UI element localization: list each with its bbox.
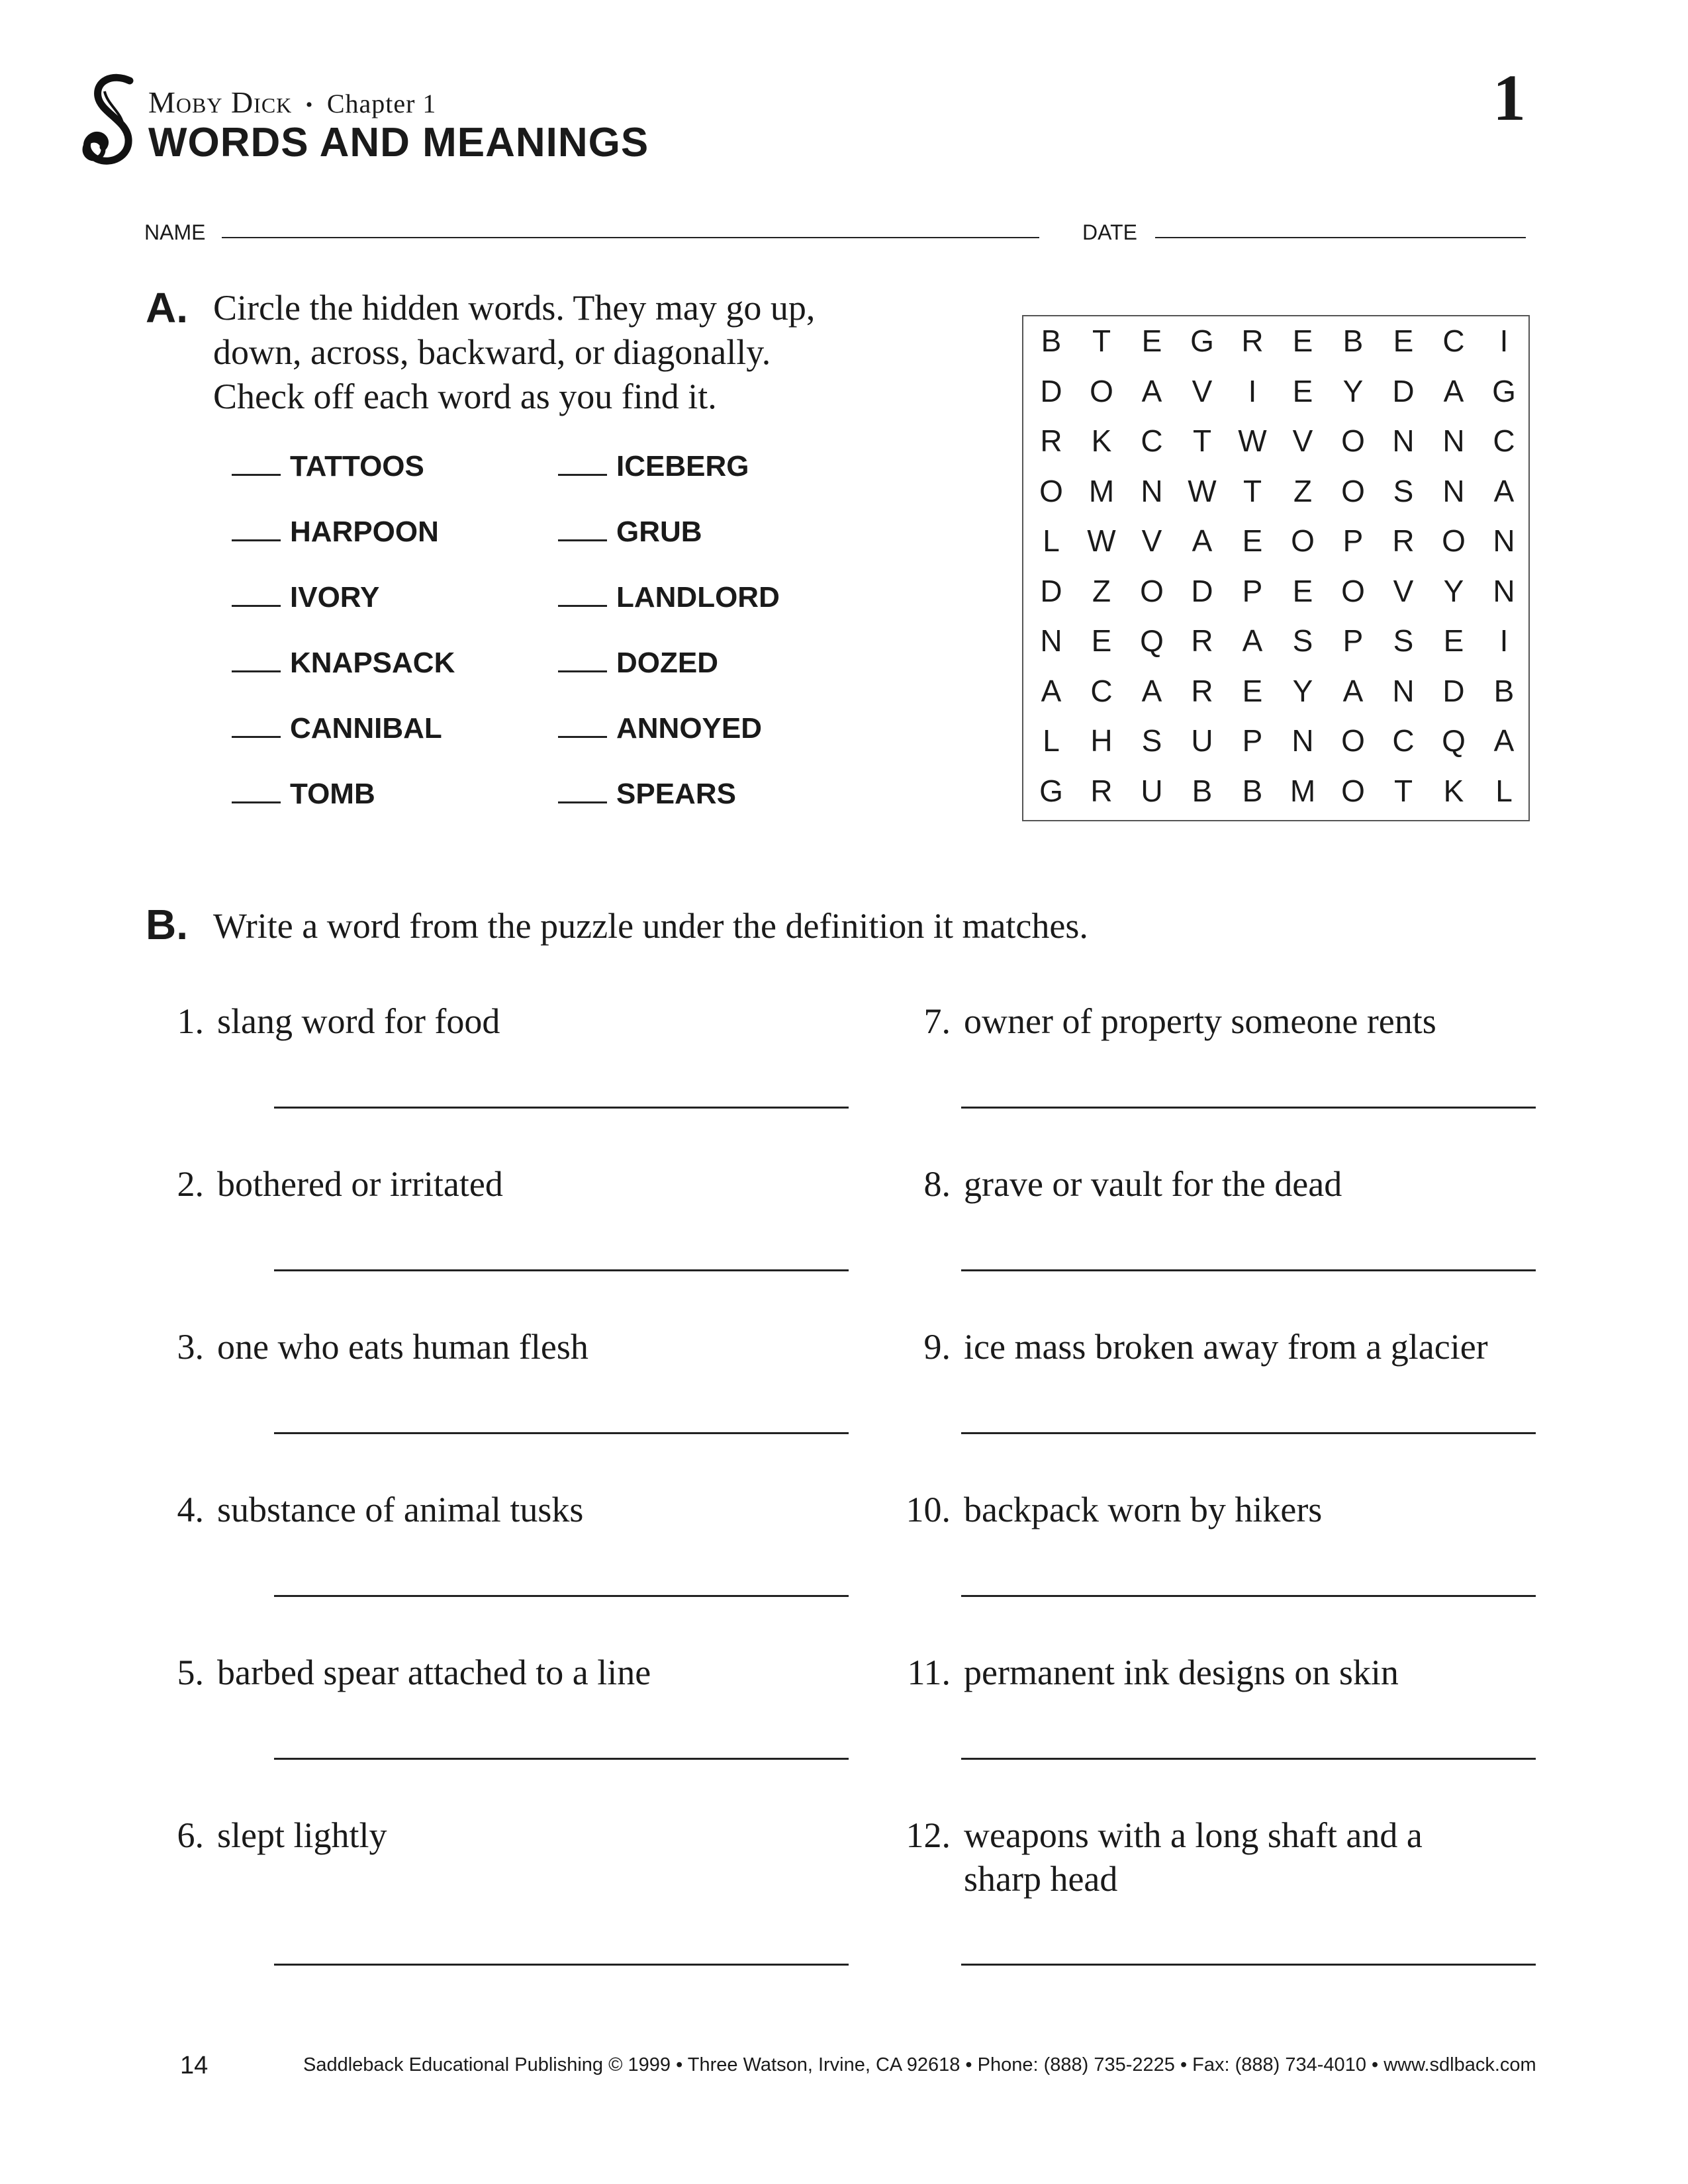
puzzle-letter[interactable]: P: [1342, 623, 1364, 658]
puzzle-letter[interactable]: D: [1040, 573, 1062, 608]
puzzle-letter[interactable]: V: [1393, 573, 1414, 608]
puzzle-letter[interactable]: D: [1191, 573, 1213, 608]
puzzle-letter[interactable]: O: [1291, 523, 1315, 558]
puzzle-letter[interactable]: E: [1141, 324, 1162, 358]
puzzle-letter[interactable]: I: [1248, 373, 1257, 408]
puzzle-letter[interactable]: N: [1392, 424, 1415, 458]
check-blank[interactable]: [232, 801, 281, 803]
puzzle-letter[interactable]: T: [1393, 773, 1413, 808]
puzzle-letter[interactable]: G: [1190, 324, 1214, 358]
puzzle-letter[interactable]: W: [1188, 473, 1217, 508]
puzzle-letter[interactable]: N: [1040, 623, 1062, 658]
chapter-label: Chapter 1: [326, 89, 437, 118]
check-blank[interactable]: [558, 539, 607, 541]
series-logo-icon: [78, 71, 152, 171]
puzzle-letter[interactable]: R: [1191, 673, 1213, 708]
answer-line[interactable]: [274, 1758, 849, 1760]
puzzle-letter[interactable]: P: [1242, 573, 1263, 608]
puzzle-letter[interactable]: P: [1242, 723, 1263, 758]
word-check-item[interactable]: [232, 647, 455, 680]
definition-number: 9.: [923, 1327, 951, 1367]
answer-line[interactable]: [274, 1595, 849, 1597]
title-separator: •: [305, 94, 314, 116]
puzzle-letter[interactable]: O: [1341, 723, 1365, 758]
check-blank[interactable]: [232, 539, 281, 541]
check-blank[interactable]: [558, 474, 607, 476]
puzzle-letter[interactable]: H: [1090, 723, 1113, 758]
name-label: NAME: [144, 220, 206, 244]
definition-number: 4.: [177, 1490, 204, 1529]
puzzle-letter[interactable]: Q: [1140, 623, 1164, 658]
puzzle-letter[interactable]: A: [1493, 723, 1515, 758]
sheet-number: 1: [1493, 61, 1526, 134]
puzzle-letter[interactable]: A: [1192, 523, 1213, 558]
puzzle-letter[interactable]: O: [1341, 473, 1365, 508]
puzzle-letter[interactable]: E: [1242, 523, 1263, 558]
definition-number: 3.: [177, 1327, 204, 1367]
definition-text-continued: sharp head: [964, 1859, 1118, 1899]
word-check-item[interactable]: [558, 450, 749, 483]
definition-text: slang word for food: [217, 1001, 500, 1041]
date-field[interactable]: [1155, 237, 1526, 238]
puzzle-row: [1023, 468, 1528, 518]
puzzle-letter[interactable]: A: [1342, 673, 1364, 708]
word-label: GRUB: [616, 516, 702, 548]
puzzle-letter[interactable]: A: [1041, 673, 1062, 708]
puzzle-letter[interactable]: S: [1141, 723, 1162, 758]
puzzle-row: [1023, 668, 1528, 717]
word-label: DOZED: [616, 647, 718, 679]
answer-line[interactable]: [274, 1269, 849, 1271]
puzzle-letter[interactable]: E: [1292, 573, 1313, 608]
definition-text: backpack worn by hikers: [964, 1490, 1323, 1529]
puzzle-letter[interactable]: L: [1495, 773, 1513, 808]
sheet-title: WORDS AND MEANINGS: [148, 120, 649, 165]
puzzle-letter[interactable]: S: [1393, 473, 1414, 508]
section-a-instructions: [213, 286, 941, 419]
puzzle-letter[interactable]: V: [1192, 373, 1213, 408]
book-name: Moby Dick: [148, 85, 293, 119]
check-blank[interactable]: [232, 605, 281, 607]
puzzle-letter[interactable]: C: [1493, 424, 1515, 458]
definition-text: one who eats human flesh: [217, 1327, 588, 1367]
puzzle-letter[interactable]: N: [1291, 723, 1314, 758]
book-title: [148, 85, 436, 120]
definition-text: slept lightly: [217, 1815, 387, 1855]
puzzle-letter[interactable]: I: [1499, 623, 1509, 658]
page-number: 14: [180, 2052, 209, 2079]
answer-line[interactable]: [274, 1432, 849, 1434]
answer-line[interactable]: [961, 1432, 1536, 1434]
date-label: DATE: [1082, 220, 1137, 244]
puzzle-letter[interactable]: D: [1392, 373, 1415, 408]
definition-text: substance of animal tusks: [217, 1490, 584, 1529]
definition-number: 2.: [177, 1164, 204, 1204]
definition-number: 1.: [177, 1001, 204, 1041]
word-label: KNAPSACK: [290, 647, 455, 679]
puzzle-letter[interactable]: K: [1091, 424, 1112, 458]
word-search-grid[interactable]: [1022, 315, 1530, 821]
puzzle-letter[interactable]: T: [1243, 473, 1262, 508]
puzzle-letter[interactable]: K: [1443, 773, 1464, 808]
section-b-letter: B.: [146, 901, 188, 948]
puzzle-letter[interactable]: E: [1091, 623, 1112, 658]
puzzle-letter[interactable]: P: [1342, 523, 1364, 558]
check-blank[interactable]: [558, 605, 607, 607]
answer-line[interactable]: [961, 1107, 1536, 1109]
answer-line[interactable]: [961, 1269, 1536, 1271]
puzzle-row: [1023, 617, 1528, 667]
section-b-instructions: Write a word from the puzzle under the definition it matches.: [213, 906, 1088, 946]
puzzle-letter[interactable]: R: [1241, 324, 1264, 358]
definition-number: 12.: [906, 1815, 951, 1855]
word-label: TATTOOS: [290, 450, 424, 482]
puzzle-letter[interactable]: U: [1191, 723, 1213, 758]
definition-number: 8.: [923, 1164, 951, 1204]
answer-line[interactable]: [961, 1758, 1536, 1760]
puzzle-letter[interactable]: C: [1141, 424, 1163, 458]
word-label: HARPOON: [290, 516, 439, 548]
puzzle-letter[interactable]: R: [1090, 773, 1113, 808]
puzzle-letter[interactable]: I: [1499, 324, 1509, 358]
puzzle-letter[interactable]: U: [1141, 773, 1163, 808]
word-label: ANNOYED: [616, 712, 763, 745]
puzzle-letter[interactable]: N: [1442, 473, 1465, 508]
word-label: IVORY: [290, 581, 380, 614]
puzzle-letter[interactable]: O: [1090, 373, 1113, 408]
word-check-item[interactable]: [558, 647, 718, 680]
puzzle-letter[interactable]: T: [1092, 324, 1111, 358]
word-check-item[interactable]: [232, 712, 442, 745]
word-label: ICEBERG: [616, 450, 749, 482]
puzzle-letter[interactable]: N: [1493, 523, 1515, 558]
answer-line[interactable]: [274, 1964, 849, 1966]
definition-text: barbed spear attached to a line: [217, 1653, 651, 1692]
puzzle-letter[interactable]: A: [1141, 673, 1162, 708]
answer-line[interactable]: [961, 1964, 1536, 1966]
puzzle-letter[interactable]: O: [1341, 424, 1365, 458]
puzzle-letter[interactable]: B: [1242, 773, 1263, 808]
section-a-letter: A.: [146, 284, 188, 332]
puzzle-letter[interactable]: S: [1393, 623, 1414, 658]
puzzle-letter[interactable]: N: [1392, 673, 1415, 708]
puzzle-letter[interactable]: O: [1442, 523, 1466, 558]
puzzle-row: [1023, 568, 1528, 617]
puzzle-row: [1023, 717, 1528, 767]
puzzle-letter[interactable]: E: [1292, 373, 1313, 408]
puzzle-letter[interactable]: O: [1341, 573, 1365, 608]
word-check-item[interactable]: [558, 516, 702, 549]
word-check-item[interactable]: [558, 712, 762, 745]
puzzle-letter[interactable]: G: [1492, 373, 1516, 408]
puzzle-letter[interactable]: A: [1141, 373, 1162, 408]
puzzle-letter[interactable]: M: [1088, 473, 1115, 508]
definition-number: 10.: [906, 1490, 951, 1529]
puzzle-letter[interactable]: A: [1443, 373, 1464, 408]
puzzle-letter[interactable]: C: [1392, 723, 1415, 758]
word-label: LANDLORD: [616, 581, 780, 614]
puzzle-letter[interactable]: Y: [1443, 573, 1464, 608]
check-blank[interactable]: [232, 736, 281, 738]
puzzle-letter[interactable]: E: [1292, 324, 1313, 358]
name-field[interactable]: [222, 237, 1039, 238]
definition-text: owner of property someone rents: [964, 1001, 1436, 1041]
check-blank[interactable]: [558, 736, 607, 738]
puzzle-letter[interactable]: B: [1041, 324, 1062, 358]
instruction-line: Circle the hidden words. They may go up,: [213, 288, 816, 328]
puzzle-letter[interactable]: A: [1242, 623, 1263, 658]
definition-text: permanent ink designs on skin: [964, 1653, 1399, 1692]
definition-text: weapons with a long shaft and a: [964, 1815, 1423, 1855]
puzzle-letter[interactable]: D: [1040, 373, 1062, 408]
puzzle-letter[interactable]: Y: [1292, 673, 1313, 708]
word-label: SPEARS: [616, 778, 736, 810]
puzzle-letter[interactable]: B: [1342, 324, 1364, 358]
definition-number: 6.: [177, 1815, 204, 1855]
puzzle-letter[interactable]: Q: [1442, 723, 1466, 758]
puzzle-letter[interactable]: B: [1192, 773, 1213, 808]
definition-number: 5.: [177, 1653, 204, 1692]
definition-text: grave or vault for the dead: [964, 1164, 1342, 1204]
puzzle-row: [1023, 768, 1528, 817]
puzzle-letter[interactable]: O: [1140, 573, 1164, 608]
puzzle-letter[interactable]: R: [1392, 523, 1415, 558]
puzzle-letter[interactable]: L: [1043, 523, 1060, 558]
word-label: CANNIBAL: [290, 712, 442, 745]
puzzle-row: [1023, 318, 1528, 367]
puzzle-letter[interactable]: D: [1442, 673, 1465, 708]
puzzle-letter[interactable]: B: [1493, 673, 1515, 708]
check-blank[interactable]: [232, 670, 281, 672]
puzzle-row: [1023, 518, 1528, 567]
instruction-line: down, across, backward, or diagonally.: [213, 332, 771, 372]
puzzle-letter[interactable]: E: [1242, 673, 1263, 708]
puzzle-letter[interactable]: Z: [1092, 573, 1111, 608]
check-blank[interactable]: [558, 670, 607, 672]
word-check-item[interactable]: [232, 581, 379, 614]
puzzle-letter[interactable]: E: [1393, 324, 1414, 358]
puzzle-letter[interactable]: L: [1043, 723, 1060, 758]
puzzle-letter[interactable]: V: [1141, 523, 1162, 558]
check-blank[interactable]: [558, 801, 607, 803]
puzzle-letter[interactable]: O: [1039, 473, 1063, 508]
puzzle-row: [1023, 418, 1528, 467]
puzzle-letter[interactable]: M: [1289, 773, 1316, 808]
puzzle-letter[interactable]: E: [1443, 623, 1464, 658]
definition-number: 11.: [907, 1653, 951, 1692]
puzzle-letter[interactable]: R: [1040, 424, 1062, 458]
puzzle-letter[interactable]: G: [1039, 773, 1063, 808]
puzzle-letter[interactable]: W: [1238, 424, 1267, 458]
answer-line[interactable]: [961, 1595, 1536, 1597]
puzzle-letter[interactable]: Z: [1293, 473, 1313, 508]
word-check-item[interactable]: [232, 778, 375, 811]
word-check-item[interactable]: [558, 581, 780, 614]
check-blank[interactable]: [232, 474, 281, 476]
puzzle-letter[interactable]: N: [1442, 424, 1465, 458]
puzzle-letter[interactable]: A: [1493, 473, 1515, 508]
definition-text: bothered or irritated: [217, 1164, 503, 1204]
puzzle-letter[interactable]: Y: [1342, 373, 1364, 408]
puzzle-letter[interactable]: V: [1292, 424, 1313, 458]
answer-line[interactable]: [274, 1107, 849, 1109]
puzzle-letter[interactable]: S: [1292, 623, 1313, 658]
puzzle-row: [1023, 368, 1528, 418]
word-check-item[interactable]: [558, 778, 736, 811]
word-check-item[interactable]: [232, 516, 439, 549]
puzzle-letter[interactable]: W: [1087, 523, 1116, 558]
publisher-footer: Saddleback Educational Publishing © 1999 • Three Watson, Irvine, CA 92618 • Phone: (888) 735-2225 • Fax: (888) 734-4010 • www.sdlback.com: [303, 2054, 1536, 2075]
puzzle-letter[interactable]: C: [1090, 673, 1113, 708]
puzzle-letter[interactable]: R: [1191, 623, 1213, 658]
puzzle-letter[interactable]: T: [1192, 424, 1212, 458]
puzzle-letter[interactable]: N: [1141, 473, 1163, 508]
word-check-item[interactable]: [232, 450, 424, 483]
instruction-line: Check off each word as you find it.: [213, 377, 717, 416]
puzzle-letter[interactable]: C: [1442, 324, 1465, 358]
puzzle-letter[interactable]: O: [1341, 773, 1365, 808]
definition-text: ice mass broken away from a glacier: [964, 1327, 1488, 1367]
puzzle-letter[interactable]: N: [1493, 573, 1515, 608]
definition-number: 7.: [923, 1001, 951, 1041]
word-label: TOMB: [290, 778, 375, 810]
